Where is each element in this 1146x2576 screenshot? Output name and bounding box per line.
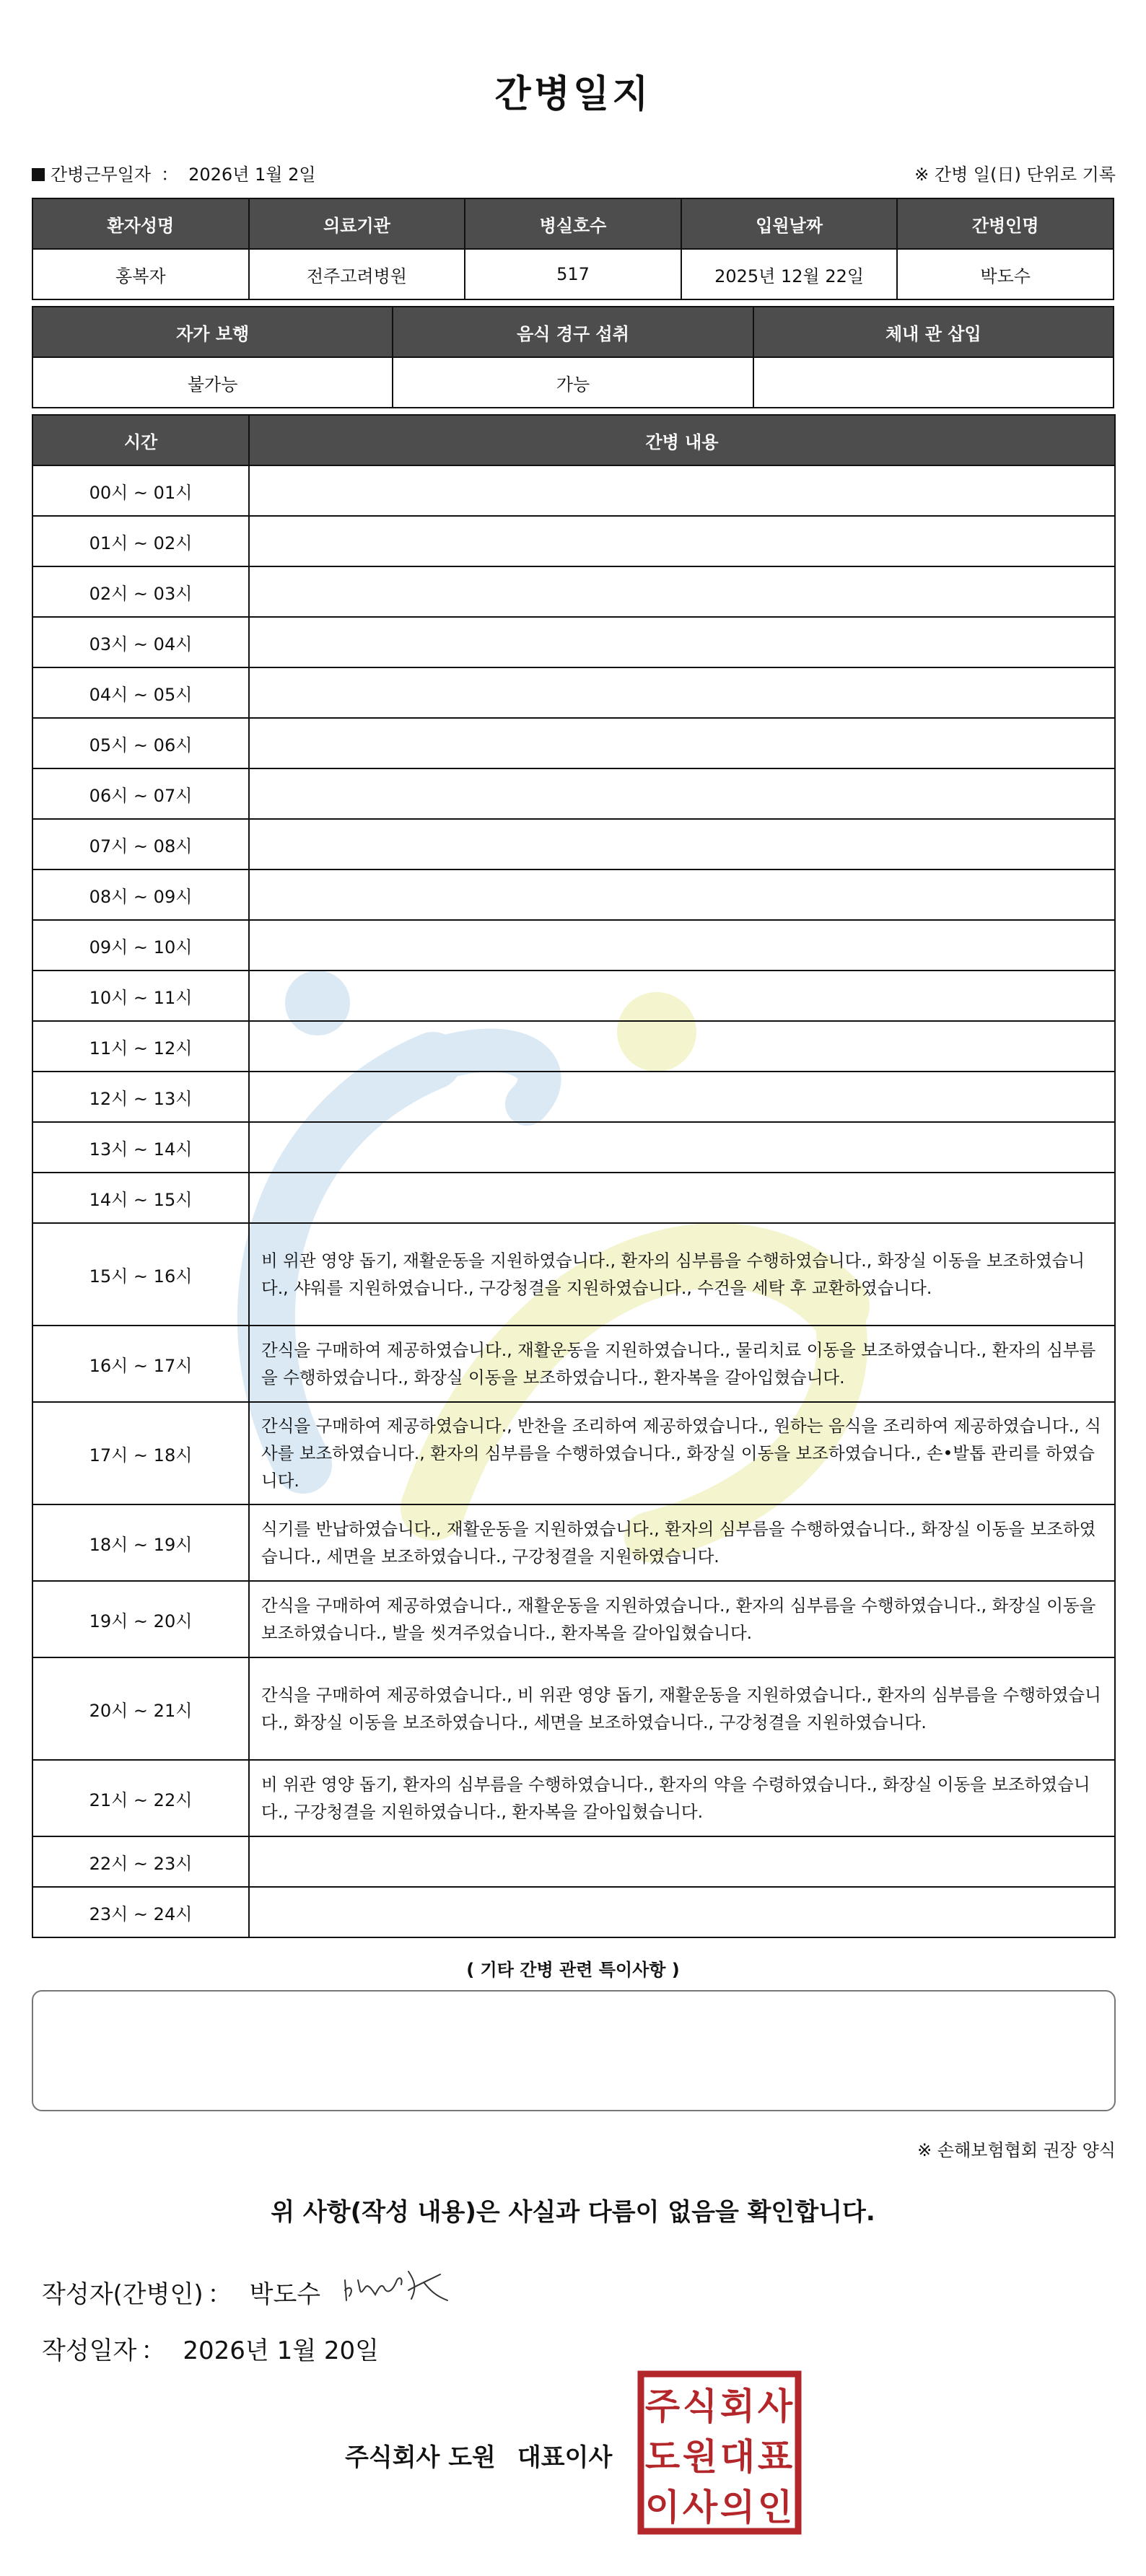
table-row (32, 718, 1115, 768)
written-date-value: 2026년 1월 20일 (183, 2336, 379, 2365)
care-content (249, 920, 1115, 971)
written-date-line (42, 2331, 379, 2366)
form-source-note: ※ 손해보험협회 권장 양식 (917, 2140, 1116, 2160)
writer-line (42, 2274, 320, 2310)
hospital-name: 전주고려병원 (249, 249, 465, 299)
care-log-body (32, 465, 1115, 1937)
confirmation-statement: 위 사항(작성 내용)은 사실과 다름이 없음을 확인합니다. (271, 2198, 875, 2227)
company-name: 주식회사 도원 (345, 2443, 496, 2472)
time-slot: 17시 ~ 18시 (32, 1402, 249, 1504)
table-row (32, 516, 1115, 566)
table-row (32, 1173, 1115, 1223)
work-date-value: 2026년 1월 2일 (188, 165, 316, 185)
self-walking-value: 불가능 (32, 357, 393, 408)
seal-character: 표 (757, 2436, 793, 2478)
seal-character: 회 (719, 2386, 756, 2427)
time-slot: 23시 ~ 24시 (32, 1887, 249, 1937)
header-self-walking: 자가 보행 (32, 307, 393, 357)
record-unit-note: ※ 간병 일(日) 단위로 기록 (914, 165, 1116, 185)
work-date-label: 간병근무일자 (51, 165, 152, 185)
time-slot: 20시 ~ 21시 (32, 1657, 249, 1760)
time-slot: 13시 ~ 14시 (32, 1122, 249, 1173)
work-date-colon: ： (161, 165, 179, 185)
table-row (32, 1887, 1115, 1937)
status-value-row (32, 357, 1114, 408)
care-content (249, 1122, 1115, 1173)
header-hospital: 의료기관 (249, 198, 465, 249)
table-row (32, 1021, 1115, 1072)
time-slot: 15시 ~ 16시 (32, 1223, 249, 1326)
seal-character: 이 (644, 2487, 681, 2528)
patient-name: 홍복자 (32, 249, 249, 299)
admission-date: 2025년 12월 22일 (681, 249, 898, 299)
care-content (249, 617, 1115, 667)
document-title: 간병일지 (494, 73, 652, 116)
care-content (249, 1836, 1115, 1887)
table-row (32, 1122, 1115, 1173)
status-header-row (32, 307, 1114, 357)
seal-character: 원 (682, 2436, 718, 2478)
company-signature-line (345, 2437, 612, 2473)
table-row (32, 1072, 1115, 1122)
time-slot: 04시 ~ 05시 (32, 667, 249, 718)
time-slot: 21시 ~ 22시 (32, 1760, 249, 1836)
table-row (32, 1504, 1115, 1581)
care-content: 비 위관 영양 돕기, 재활운동을 지원하였습니다., 환자의 심부름을 수행하였습니다., 화장실 이동을 보조하였습니다., 샤워를 지원하였습니다., 구강청결을 지원하였습니다., 수건을 세탁 후 교환하였습니다. (249, 1223, 1115, 1326)
written-date-label: 작성일자 (42, 2336, 137, 2365)
writer-name: 박도수 (249, 2280, 321, 2309)
table-row (32, 971, 1115, 1021)
written-date-colon: ： (141, 2336, 166, 2365)
handwritten-signature (339, 2259, 455, 2309)
care-content (249, 718, 1115, 768)
table-row (32, 768, 1115, 819)
seal-character: 인 (757, 2487, 793, 2528)
care-content: 간식을 구매하여 제공하였습니다., 재활운동을 지원하였습니다., 환자의 심부름을 수행하였습니다., 화장실 이동을 보조하였습니다., 발을 씻겨주었습니다., 환자복을 갈아입혔습니다. (249, 1581, 1115, 1657)
header-admission-date: 입원날짜 (681, 198, 898, 249)
care-content (249, 566, 1115, 617)
table-row (32, 1760, 1115, 1836)
seal-character: 대 (719, 2436, 756, 2478)
care-content (249, 1173, 1115, 1223)
seal-character: 식 (682, 2386, 718, 2427)
time-slot: 07시 ~ 08시 (32, 819, 249, 869)
table-row (32, 617, 1115, 667)
care-content (249, 768, 1115, 819)
time-slot: 00시 ~ 01시 (32, 465, 249, 516)
square-bullet-icon (32, 168, 45, 181)
patient-info-header-row (32, 198, 1114, 249)
header-care-content: 간병 내용 (249, 415, 1115, 465)
time-slot: 01시 ~ 02시 (32, 516, 249, 566)
care-log-header-row (32, 415, 1115, 465)
seal-character: 도 (644, 2436, 681, 2478)
table-row (32, 1223, 1115, 1326)
care-content: 간식을 구매하여 제공하였습니다., 비 위관 영양 돕기, 재활운동을 지원하였습니다., 환자의 심부름을 수행하였습니다., 화장실 이동을 보조하였습니다., 세면을 보조하였습니다., 구강청결을 지원하였습니다. (249, 1657, 1115, 1760)
company-title: 대표이사 (517, 2443, 613, 2472)
header-patient-name: 환자성명 (32, 198, 249, 249)
notes-label: ( 기타 간병 관련 특이사항 ) (466, 1960, 680, 1980)
time-slot: 18시 ~ 19시 (32, 1504, 249, 1581)
special-notes-box (32, 1990, 1116, 2111)
time-slot: 02시 ~ 03시 (32, 566, 249, 617)
seal-character: 주 (644, 2386, 681, 2427)
care-content (249, 869, 1115, 920)
time-slot: 19시 ~ 20시 (32, 1581, 249, 1657)
table-row (32, 920, 1115, 971)
care-content: 간식을 구매하여 제공하였습니다., 재활운동을 지원하였습니다., 물리치료 이동을 보조하였습니다., 환자의 심부름을 수행하였습니다., 화장실 이동을 보조하였습니다., 환자복을 갈아입혔습니다. (249, 1326, 1115, 1402)
care-content: 비 위관 영양 돕기, 환자의 심부름을 수행하였습니다., 환자의 약을 수령하였습니다., 화장실 이동을 보조하였습니다., 구강청결을 지원하였습니다., 환자복을 갈아입혔습니다. (249, 1760, 1115, 1836)
time-slot: 16시 ~ 17시 (32, 1326, 249, 1402)
care-content (249, 971, 1115, 1021)
header-time: 시간 (32, 415, 249, 465)
seal-character: 사 (682, 2487, 718, 2528)
care-content: 식기를 반납하였습니다., 재활운동을 지원하였습니다., 환자의 심부름을 수행하였습니다., 화장실 이동을 보조하였습니다., 세면을 보조하였습니다., 구강청결을 지원하였습니다. (249, 1504, 1115, 1581)
care-content (249, 819, 1115, 869)
oral-intake-value: 가능 (393, 357, 753, 408)
table-row (32, 869, 1115, 920)
header-room: 병실호수 (465, 198, 681, 249)
care-content (249, 667, 1115, 718)
room-number: 517 (465, 249, 681, 299)
table-row (32, 819, 1115, 869)
time-slot: 22시 ~ 23시 (32, 1836, 249, 1887)
time-slot: 14시 ~ 15시 (32, 1173, 249, 1223)
seal-character: 사 (757, 2386, 793, 2427)
work-date (32, 160, 316, 185)
care-content (249, 1021, 1115, 1072)
time-slot: 12시 ~ 13시 (32, 1072, 249, 1122)
patient-info-table (32, 198, 1114, 300)
table-row (32, 1836, 1115, 1887)
table-row (32, 566, 1115, 617)
care-content (249, 465, 1115, 516)
tube-insertion-value (753, 357, 1114, 408)
header-oral-intake: 음식 경구 섭취 (393, 307, 753, 357)
time-slot: 08시 ~ 09시 (32, 869, 249, 920)
patient-status-table (32, 306, 1114, 408)
table-row (32, 1402, 1115, 1504)
table-row (32, 465, 1115, 516)
table-row (32, 667, 1115, 718)
time-slot: 09시 ~ 10시 (32, 920, 249, 971)
time-slot: 06시 ~ 07시 (32, 768, 249, 819)
time-slot: 10시 ~ 11시 (32, 971, 249, 1021)
header-caregiver-name: 간병인명 (897, 198, 1114, 249)
caregiver-name: 박도수 (897, 249, 1114, 299)
care-content (249, 1887, 1115, 1937)
seal-character: 의 (719, 2487, 756, 2528)
care-log-table (32, 414, 1116, 1938)
company-seal-stamp (637, 2370, 802, 2536)
care-content (249, 1072, 1115, 1122)
time-slot: 11시 ~ 12시 (32, 1021, 249, 1072)
care-content (249, 516, 1115, 566)
header-tube-insertion: 체내 관 삽입 (753, 307, 1114, 357)
writer-label: 작성자(간병인) (42, 2280, 204, 2309)
table-row (32, 1326, 1115, 1402)
patient-info-value-row (32, 249, 1114, 299)
table-row (32, 1657, 1115, 1760)
time-slot: 05시 ~ 06시 (32, 718, 249, 768)
writer-colon: ： (207, 2280, 232, 2309)
table-row (32, 1581, 1115, 1657)
care-content: 간식을 구매하여 제공하였습니다., 반찬을 조리하여 제공하였습니다., 원하는 음식을 조리하여 제공하였습니다., 식사를 보조하였습니다., 환자의 심부름을 수행하였습니다., 화장실 이동을 보조하였습니다., 손•발톱 관리를 하였습니다. (249, 1402, 1115, 1504)
time-slot: 03시 ~ 04시 (32, 617, 249, 667)
